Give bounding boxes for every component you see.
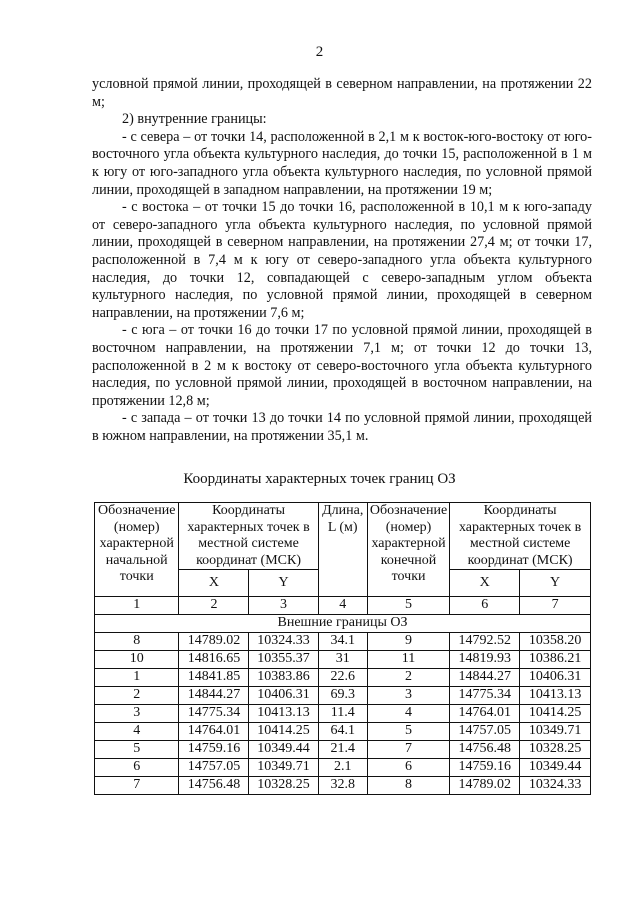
table-cell: 14792.52 [450, 633, 520, 651]
table-cell: 14844.27 [450, 669, 520, 687]
header-end-coords: Координаты характерных точек в местной системе координат (МСК) [450, 503, 591, 570]
table-cell: 10355.37 [249, 651, 318, 669]
table-cell: 14759.16 [179, 741, 249, 759]
table-cell: 10328.25 [520, 741, 591, 759]
document-body [92, 76, 592, 445]
section-title: Внешние границы ОЗ [95, 615, 591, 633]
table-cell: 14789.02 [450, 777, 520, 795]
table-cell: 14789.02 [179, 633, 249, 651]
table-cell: 14844.27 [179, 687, 249, 705]
table-cell: 14756.48 [179, 777, 249, 795]
table-cell: 14775.34 [450, 687, 520, 705]
table-row [95, 651, 591, 669]
table-cell: 8 [367, 777, 449, 795]
table-cell: 14757.05 [450, 723, 520, 741]
table-cell: 10349.44 [249, 741, 318, 759]
table-row [95, 741, 591, 759]
table-cell: 14764.01 [450, 705, 520, 723]
column-number: 2 [179, 597, 249, 615]
table-cell: 1 [95, 669, 179, 687]
table-cell: 10328.25 [249, 777, 318, 795]
header-start-y: Y [249, 570, 318, 597]
table-cell: 69.3 [318, 687, 367, 705]
table-cell: 2.1 [318, 759, 367, 777]
table-cell: 10324.33 [520, 777, 591, 795]
table-cell: 10414.25 [520, 705, 591, 723]
header-length: Длина, L (м) [318, 503, 367, 597]
table-cell: 6 [95, 759, 179, 777]
table-cell: 14757.05 [179, 759, 249, 777]
header-end-y: Y [520, 570, 591, 597]
table-cell: 14764.01 [179, 723, 249, 741]
table-row [95, 759, 591, 777]
table-cell: 2 [367, 669, 449, 687]
table-cell: 6 [367, 759, 449, 777]
table-cell: 14841.85 [179, 669, 249, 687]
table-cell: 10349.71 [520, 723, 591, 741]
header-end-x: X [450, 570, 520, 597]
paragraph-3: - с севера – от точки 14, расположенной в 2,1 м к восток-юго-востоку от юго-восточного угла объекта культурного наследия, до точки 15, расположенной в 1 м к югу от юго-западного угла объекта культурного наследия, по условной прямой линии, проходящей в западном направлении, на протяжении 19 м; [92, 128, 592, 198]
table-cell: 4 [367, 705, 449, 723]
table-cell: 10324.33 [249, 633, 318, 651]
page-number: 2 [315, 44, 324, 60]
column-number: 3 [249, 597, 318, 615]
table-cell: 34.1 [318, 633, 367, 651]
paragraph-4: - с востока – от точки 15 до точки 16, расположенной в 10,1 м к юго-западу от северо-западного угла объекта культурного наследия, по условной прямой линии, проходящей в северном направлении, на протяжении 27,4 м; от точки 17, расположенной в 7,4 м к югу от северо-западного угла объекта культурного наследия, до точки 12, совпадающей с северо-западным углом объекта культурного наследия, по условной прямой линии, проходящей в северном направлении, на протяжении 7,6 м; [92, 199, 592, 321]
table-cell: 3 [367, 687, 449, 705]
table-cell: 7 [367, 741, 449, 759]
table-cell: 31 [318, 651, 367, 669]
table-cell: 5 [95, 741, 179, 759]
table-cell: 2 [95, 687, 179, 705]
table-cell: 64.1 [318, 723, 367, 741]
table-cell: 22.6 [318, 669, 367, 687]
column-number: 1 [95, 597, 179, 615]
table-row [95, 687, 591, 705]
table-rows [95, 633, 591, 795]
header-end-point: Обозначение (номер) характерной конечной точки [367, 503, 449, 597]
table-cell: 32.8 [318, 777, 367, 795]
paragraph-2: 2) внутренние границы: [122, 111, 267, 128]
table-cell: 5 [367, 723, 449, 741]
table-cell: 10406.31 [249, 687, 318, 705]
table-row [95, 633, 591, 651]
table-row [95, 669, 591, 687]
table-cell: 14819.93 [450, 651, 520, 669]
table-cell: 8 [95, 633, 179, 651]
table-cell: 3 [95, 705, 179, 723]
column-number: 6 [450, 597, 520, 615]
table-cell: 11 [367, 651, 449, 669]
header-start-point: Обозначение (номер) характерной начальной точки [95, 503, 179, 597]
table-row [95, 723, 591, 741]
table-cell: 14759.16 [450, 759, 520, 777]
paragraph-5: - с юга – от точки 16 до точки 17 по условной прямой линии, проходящей в восточном направлении, на протяжении 7,1 м; от точки 12 до точки 13, расположенной в 2 м к востоку от северо-восточного угла объекта культурного наследия, по условной прямой линии, проходящей в восточном направлении, на протяжении 12,8 м; [92, 322, 592, 409]
paragraph-6: - с запада – от точки 13 до точки 14 по условной прямой линии, проходящей в южном направлении, на протяжении 35,1 м. [92, 410, 592, 444]
column-number-row [95, 597, 591, 615]
table-cell: 9 [367, 633, 449, 651]
table-cell: 7 [95, 777, 179, 795]
table-cell: 10349.44 [520, 759, 591, 777]
table-cell: 10414.25 [249, 723, 318, 741]
column-number: 7 [520, 597, 591, 615]
table-caption: Координаты характерных точек границ ОЗ [183, 471, 456, 487]
table-cell: 10383.86 [249, 669, 318, 687]
paragraph-1: условной прямой линии, проходящей в северном направлении, на протяжении 22 м; [92, 76, 592, 110]
header-start-coords: Координаты характерных точек в местной системе координат (МСК) [179, 503, 318, 570]
table-row [95, 705, 591, 723]
column-number: 5 [367, 597, 449, 615]
table-cell: 10386.21 [520, 651, 591, 669]
table-cell: 10406.31 [520, 669, 591, 687]
table-row [95, 777, 591, 795]
table-cell: 14756.48 [450, 741, 520, 759]
table-cell: 4 [95, 723, 179, 741]
header-start-x: X [179, 570, 249, 597]
table-cell: 10358.20 [520, 633, 591, 651]
table-cell: 10413.13 [249, 705, 318, 723]
table-cell: 10413.13 [520, 687, 591, 705]
table-cell: 21.4 [318, 741, 367, 759]
table-cell: 10 [95, 651, 179, 669]
table-cell: 11.4 [318, 705, 367, 723]
column-number: 4 [318, 597, 367, 615]
table-cell: 14775.34 [179, 705, 249, 723]
table-cell: 10349.71 [249, 759, 318, 777]
coordinates-table [94, 502, 591, 795]
table-cell: 14816.65 [179, 651, 249, 669]
